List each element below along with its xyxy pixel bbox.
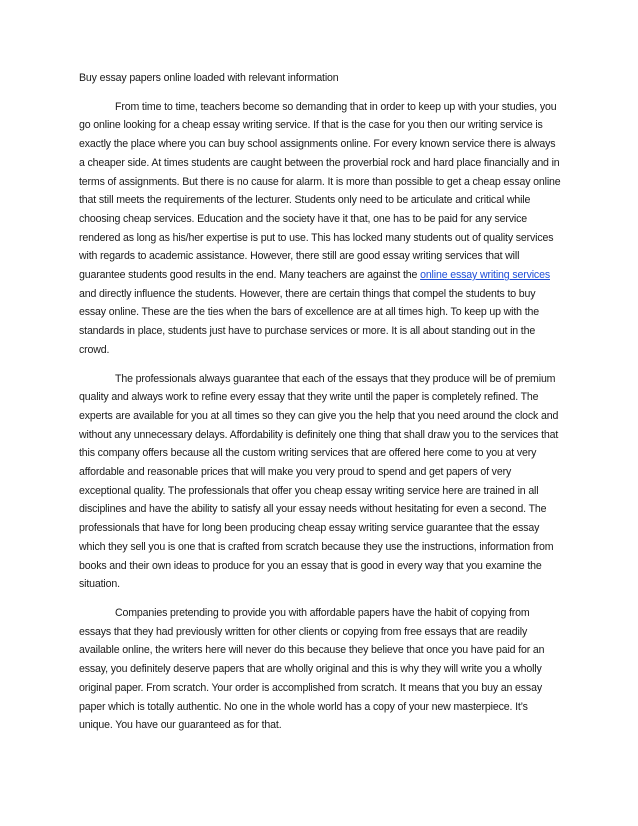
paragraph-1-text-end: and directly influence the students. However, there are certain things that compel the students to buy essay online. These are the ties when the bars of excellence are at all times high. To keep up with the standards in place, students just have to purchase services or more. It is all about standing out in the crowd. [79, 287, 539, 356]
paragraph-1-text-start: From time to time, teachers become so demanding that in order to keep up with your studies, you go online looking for a cheap essay writing service. If that is the case for you then our writing service is exactly the place where you can buy school assignments online. For every known service there is always a cheaper side. At times students are caught between the proverbial rock and hard place financially and in terms of assignments. But there is no cause for alarm. It is more than possible to get a cheap essay online that still meets the requirements of the lecturer. Students only need to be articulate and critical while choosing cheap services. Education and the society have it that, one has to be paid for any service rendered as long as his/her expertise is put to use. This has locked many students out of quality services with regards to academic assistance. However, there still are good essay writing services that will guarantee students good results in the end. Many teachers are against the [79, 100, 561, 282]
paragraph-1 [79, 98, 563, 360]
document-body [79, 69, 563, 745]
paragraph-3: Companies pretending to provide you with affordable papers have the habit of copying from essays that they had previously written for other clients or copying from free essays that are readily available online, the writers here will never do this because they believe that once you have paid for an essay, you definitely deserve papers that are wholly original and this is why they will write you a wholly original paper. From scratch. Your order is accomplished from scratch. It means that you buy an essay paper which is totally authentic. No one in the whole world has a copy of your new masterpiece. It’s unique. You have our guaranteed as for that. [79, 606, 545, 732]
online-essay-writing-services-link[interactable]: online essay writing services [420, 269, 550, 282]
document-title: Buy essay papers online loaded with relevant information [79, 72, 339, 84]
paragraph-2: The professionals always guarantee that each of the essays that they produce will be of premium quality and always work to refine every essay that they write until the paper is completely refined. The experts are available for you at all times so they can give you the help that you need around the clock and without any unnecessary delays. Affordability is definitely one thing that shall draw you to the services that this company offers because all the custom writing services that are offered here come to you at very affordable and reasonable prices that will make you very proud to spend and get papers of very exceptional quality. The professionals that offer you cheap essay writing service here are trained in all disciplines and have the ability to satisfy all your essay needs without hesitating for even a second. The professionals that have for long been producing cheap essay writing service guarantee that the essay which they sell you is one that is crafted from scratch because they use the instructions, information from books and their own ideas to produce for you an essay that is good in every way that you examine the situation. [79, 372, 559, 591]
